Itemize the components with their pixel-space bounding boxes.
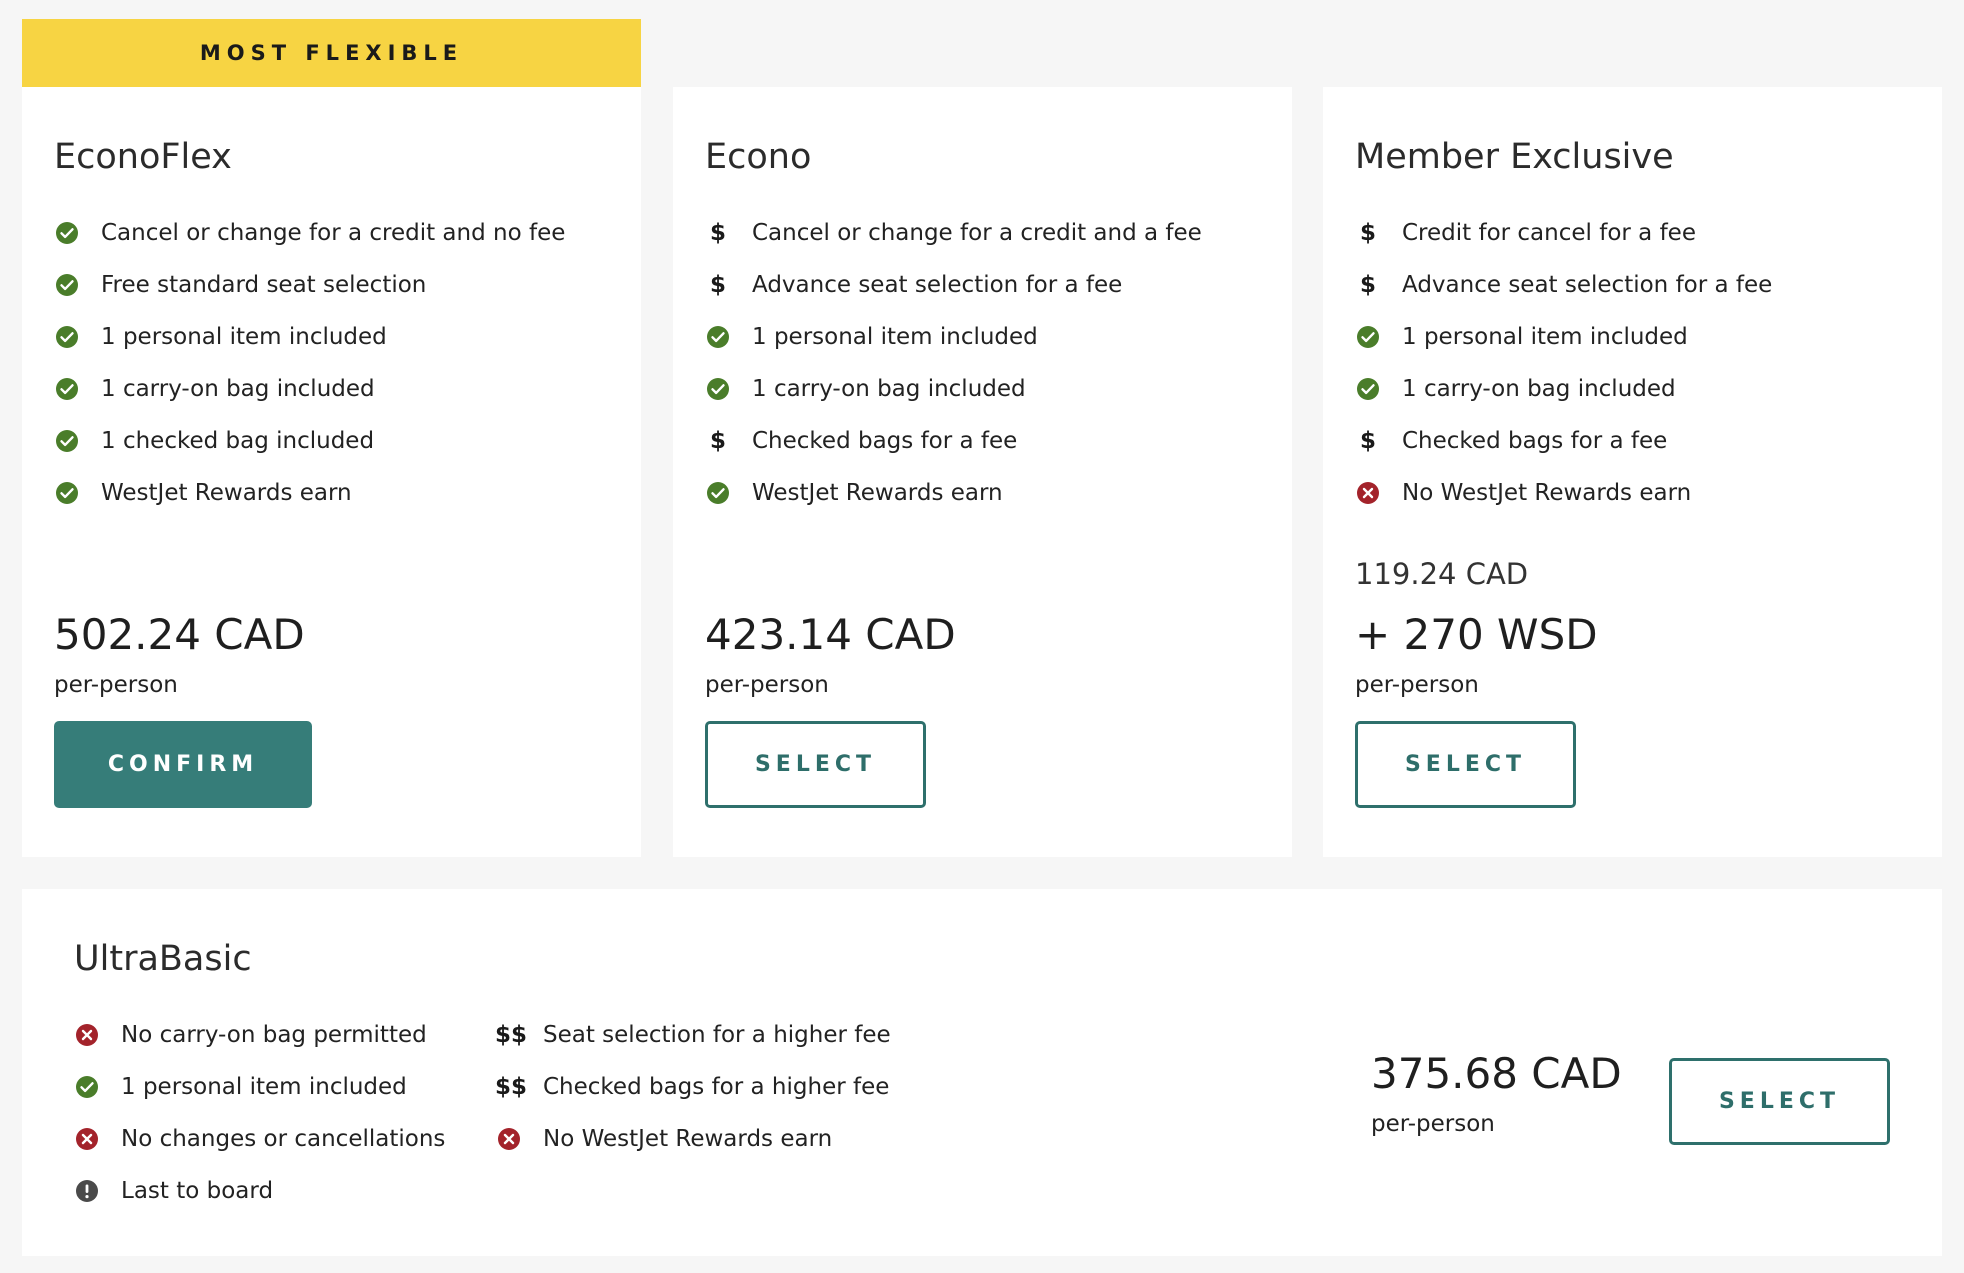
feature-text: 1 carry-on bag included bbox=[101, 376, 375, 402]
dollar-icon: $ bbox=[709, 220, 726, 246]
feature-text: Checked bags for a fee bbox=[752, 428, 1018, 454]
fare-title: EconoFlex bbox=[54, 137, 232, 177]
per-person-label: per-person bbox=[705, 672, 829, 698]
feature-item bbox=[54, 363, 565, 415]
feature-text: WestJet Rewards earn bbox=[752, 480, 1003, 506]
feature-item bbox=[705, 415, 1202, 467]
feature-item bbox=[74, 1165, 445, 1217]
check-icon bbox=[705, 325, 731, 349]
select-econo-button[interactable]: SELECT bbox=[705, 721, 926, 808]
cross-icon bbox=[1355, 481, 1381, 505]
feature-item bbox=[54, 467, 565, 519]
feature-list bbox=[705, 207, 1202, 519]
feature-item bbox=[705, 311, 1202, 363]
fare-card-econoflex bbox=[22, 87, 641, 857]
feature-item bbox=[1355, 415, 1772, 467]
feature-text: 1 checked bag included bbox=[101, 428, 375, 454]
feature-text: No WestJet Rewards earn bbox=[1402, 480, 1692, 506]
fare-price: 375.68 CAD bbox=[1371, 1049, 1622, 1098]
dollar-icon: $ bbox=[1359, 220, 1376, 246]
feature-text: Advance seat selection for a fee bbox=[1402, 272, 1773, 298]
cash-price: 119.24 CAD bbox=[1355, 557, 1529, 591]
points-price: + 270 WSD bbox=[1355, 610, 1598, 659]
check-icon bbox=[1355, 377, 1381, 401]
feature-text: Advance seat selection for a fee bbox=[752, 272, 1123, 298]
feature-text: Cancel or change for a credit and no fee bbox=[101, 220, 566, 246]
check-icon bbox=[54, 273, 80, 297]
feature-item bbox=[496, 1061, 891, 1113]
per-person-label: per-person bbox=[54, 672, 178, 698]
confirm-button[interactable]: CONFIRM bbox=[54, 721, 312, 808]
feature-text: Cancel or change for a credit and a fee bbox=[752, 220, 1202, 246]
check-icon bbox=[54, 481, 80, 505]
feature-list bbox=[54, 207, 565, 519]
feature-item bbox=[705, 363, 1202, 415]
feature-text: No WestJet Rewards earn bbox=[543, 1126, 833, 1152]
feature-item bbox=[74, 1009, 445, 1061]
feature-text: 1 personal item included bbox=[101, 324, 387, 350]
feature-text: WestJet Rewards earn bbox=[101, 480, 352, 506]
feature-item bbox=[1355, 207, 1772, 259]
fare-title: Member Exclusive bbox=[1355, 137, 1674, 177]
check-icon bbox=[54, 325, 80, 349]
feature-text: Last to board bbox=[121, 1178, 274, 1204]
check-icon bbox=[54, 377, 80, 401]
feature-item bbox=[54, 207, 565, 259]
feature-item bbox=[1355, 467, 1772, 519]
feature-item bbox=[1355, 363, 1772, 415]
feature-list bbox=[1355, 207, 1772, 519]
feature-item bbox=[1355, 311, 1772, 363]
feature-text: No carry-on bag permitted bbox=[121, 1022, 427, 1048]
check-icon bbox=[1355, 325, 1381, 349]
per-person-label: per-person bbox=[1371, 1111, 1495, 1137]
feature-text: 1 personal item included bbox=[121, 1074, 407, 1100]
check-icon bbox=[705, 481, 731, 505]
fare-card-ultrabasic bbox=[22, 889, 1942, 1256]
feature-text: 1 carry-on bag included bbox=[1402, 376, 1676, 402]
double-dollar-icon: $$ bbox=[495, 1022, 528, 1048]
double-dollar-icon: $$ bbox=[495, 1074, 528, 1100]
fare-card-member-exclusive bbox=[1323, 87, 1942, 857]
fare-title: UltraBasic bbox=[74, 939, 252, 979]
feature-list bbox=[74, 1009, 445, 1217]
exclamation-icon bbox=[74, 1179, 100, 1203]
feature-item bbox=[496, 1009, 891, 1061]
cross-icon bbox=[496, 1127, 522, 1151]
fare-price: 502.24 CAD bbox=[54, 610, 305, 659]
feature-text: Seat selection for a higher fee bbox=[543, 1022, 891, 1048]
dollar-icon: $ bbox=[709, 428, 726, 454]
feature-text: No changes or cancellations bbox=[121, 1126, 446, 1152]
feature-item bbox=[1355, 259, 1772, 311]
feature-item bbox=[54, 415, 565, 467]
check-icon bbox=[54, 429, 80, 453]
per-person-label: per-person bbox=[1355, 672, 1479, 698]
fare-card-econo bbox=[673, 87, 1292, 857]
feature-text: 1 personal item included bbox=[1402, 324, 1688, 350]
feature-text: 1 personal item included bbox=[752, 324, 1038, 350]
dollar-icon: $ bbox=[1359, 428, 1376, 454]
feature-item bbox=[705, 259, 1202, 311]
cross-icon bbox=[74, 1023, 100, 1047]
check-icon bbox=[74, 1075, 100, 1099]
most-flexible-badge: MOST FLEXIBLE bbox=[22, 19, 641, 87]
check-icon bbox=[54, 221, 80, 245]
feature-text: 1 carry-on bag included bbox=[752, 376, 1026, 402]
feature-item bbox=[705, 207, 1202, 259]
fare-price: 423.14 CAD bbox=[705, 610, 956, 659]
feature-item bbox=[705, 467, 1202, 519]
select-ultrabasic-button[interactable]: SELECT bbox=[1669, 1058, 1890, 1145]
dollar-icon: $ bbox=[1359, 272, 1376, 298]
feature-text: Credit for cancel for a fee bbox=[1402, 220, 1696, 246]
feature-text: Checked bags for a fee bbox=[1402, 428, 1668, 454]
feature-list bbox=[496, 1009, 891, 1165]
feature-item bbox=[74, 1113, 445, 1165]
check-icon bbox=[705, 377, 731, 401]
dollar-icon: $ bbox=[709, 272, 726, 298]
feature-item bbox=[496, 1113, 891, 1165]
feature-item bbox=[54, 311, 565, 363]
feature-text: Free standard seat selection bbox=[101, 272, 427, 298]
feature-item bbox=[74, 1061, 445, 1113]
select-member-exclusive-button[interactable]: SELECT bbox=[1355, 721, 1576, 808]
fare-title: Econo bbox=[705, 137, 812, 177]
cross-icon bbox=[74, 1127, 100, 1151]
feature-text: Checked bags for a higher fee bbox=[543, 1074, 890, 1100]
feature-item bbox=[54, 259, 565, 311]
